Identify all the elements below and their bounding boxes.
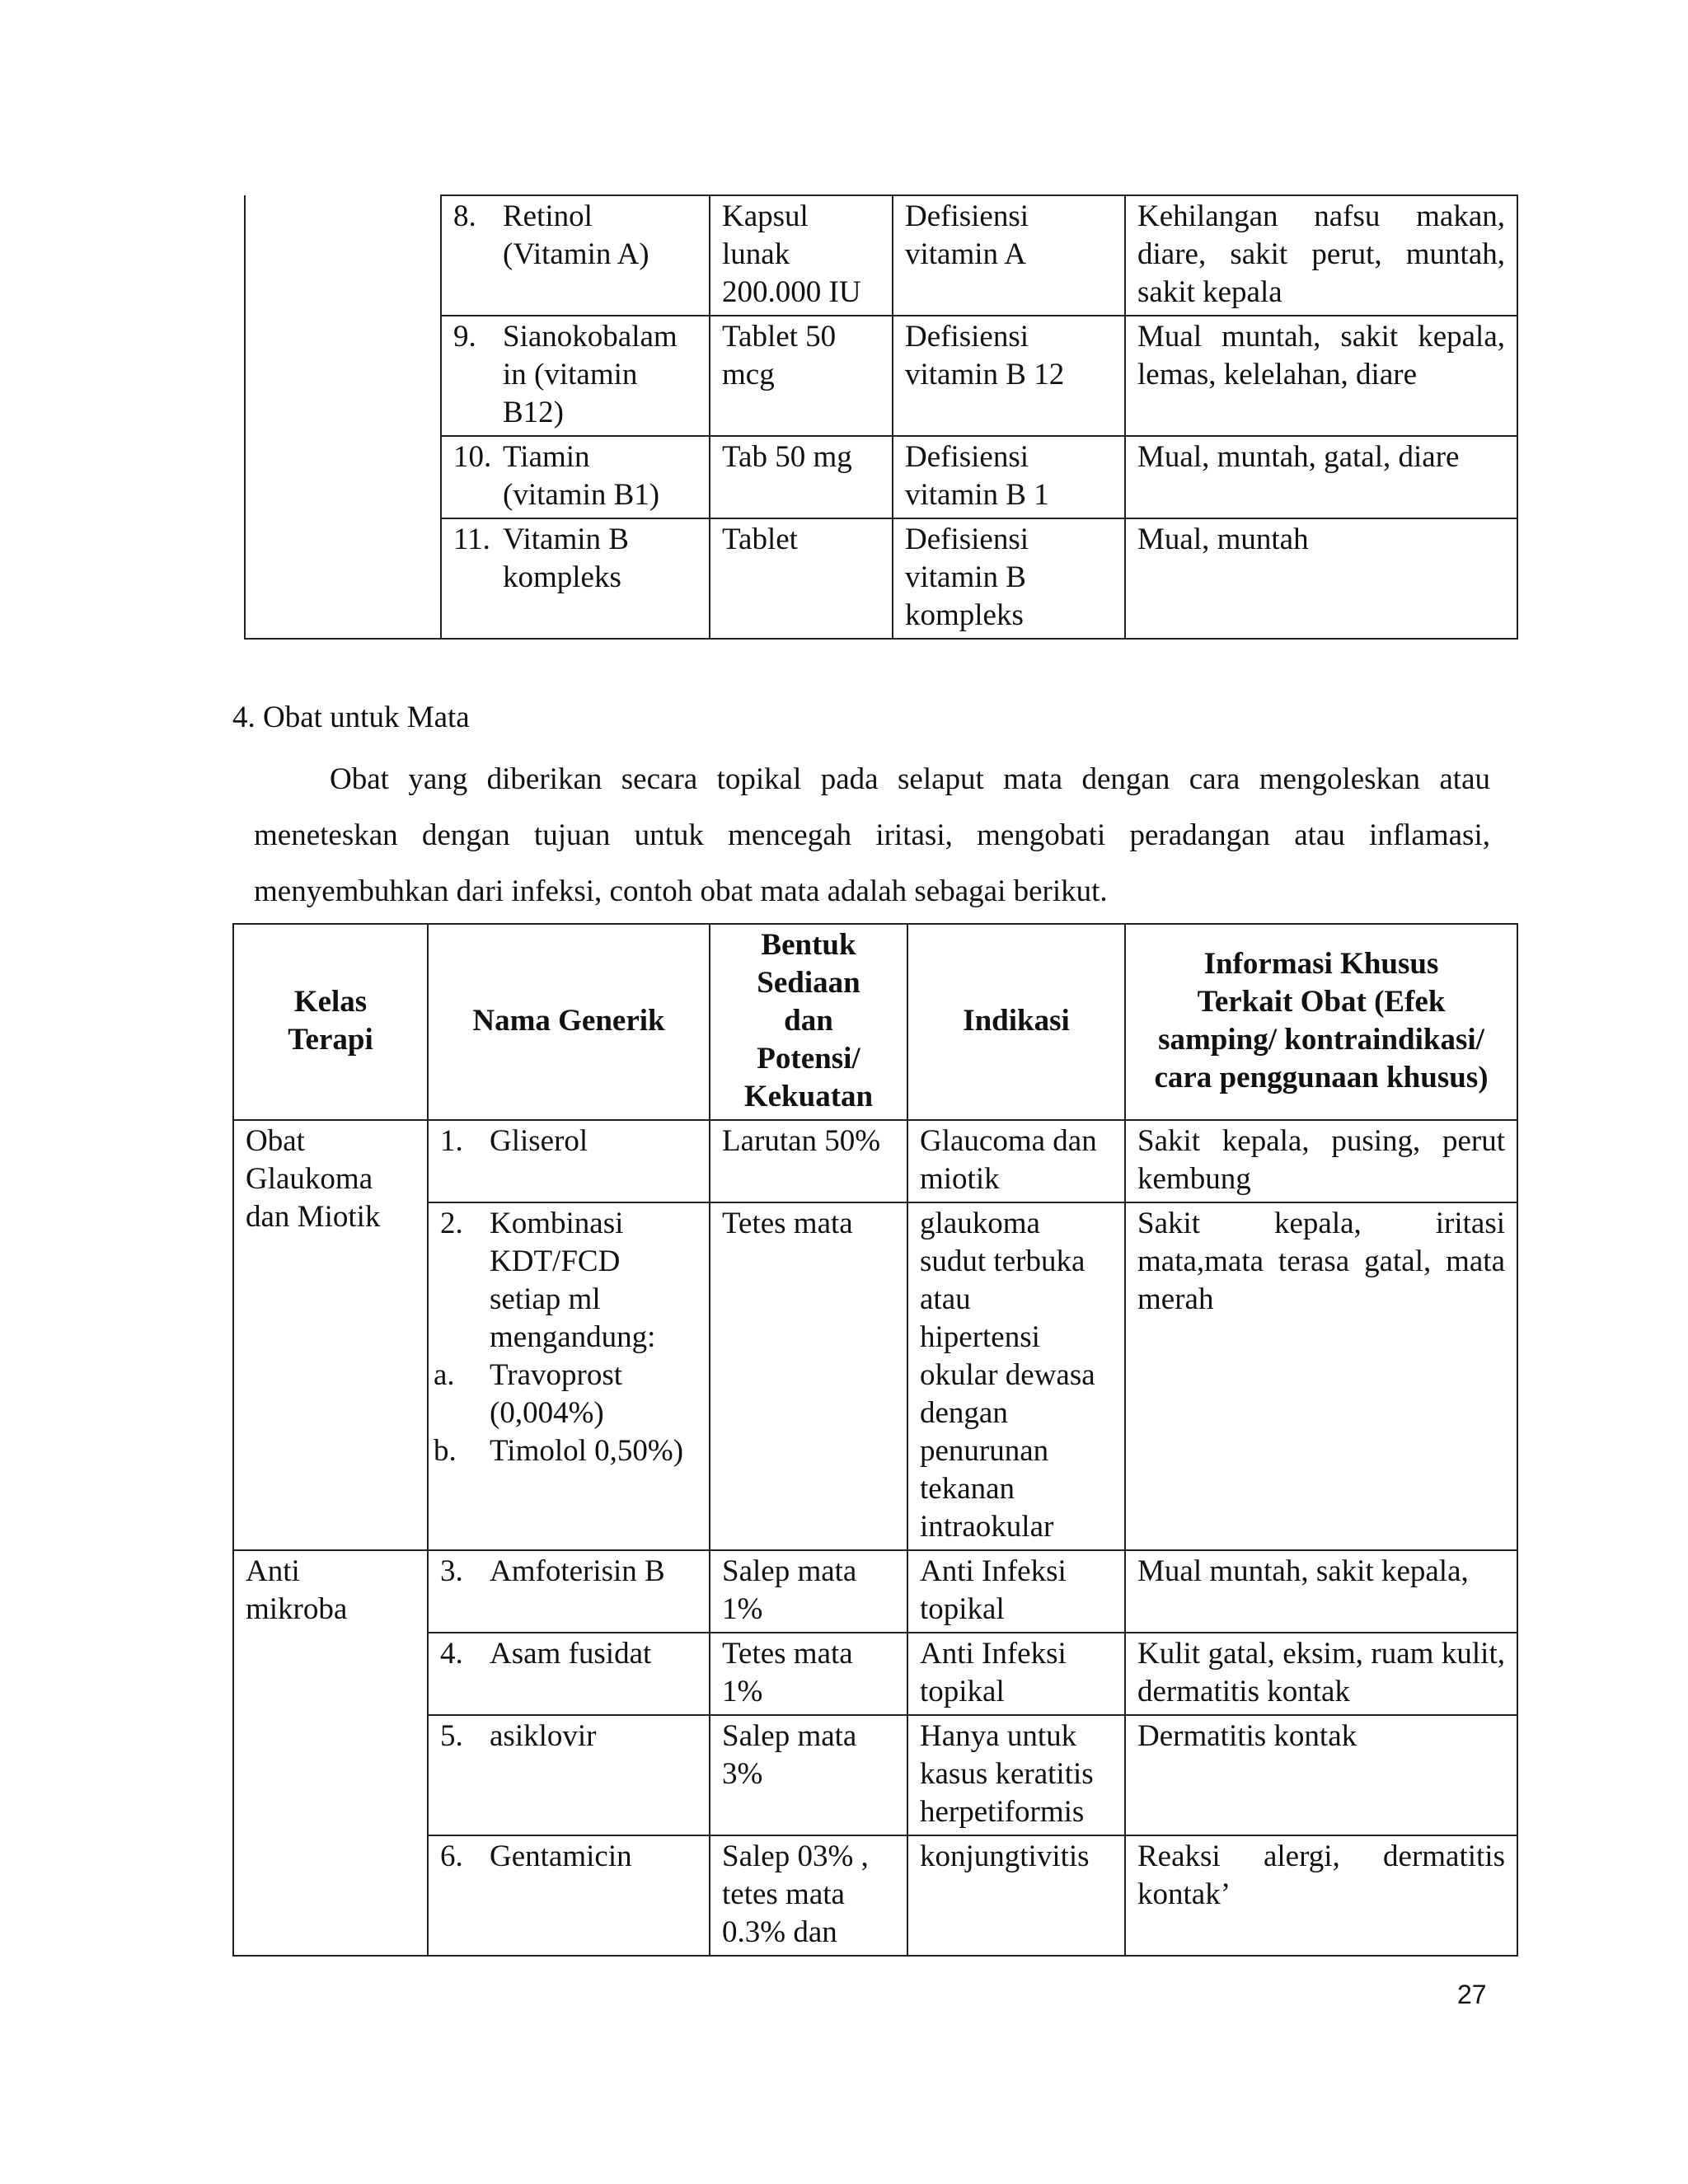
indication-cell — [907, 1120, 1125, 1202]
header-bentuk-sediaan — [710, 924, 907, 1120]
header-line: Informasi Khusus — [1203, 947, 1439, 981]
item-number: 10. — [453, 440, 492, 474]
generic-name-line: asiklovir — [490, 1719, 597, 1753]
numbered-item — [440, 1838, 697, 1876]
indication-cell — [907, 1633, 1125, 1715]
dosage-form-cell — [710, 1835, 907, 1956]
dosage-form-cell-line: lunak — [722, 237, 790, 271]
item-number: 11. — [453, 523, 490, 556]
info-cell: Sakit kepala, pusing, perut kembung — [1125, 1120, 1517, 1202]
indication-cell-line: Anti Infeksi — [920, 1637, 1067, 1671]
generic-name-cell — [428, 1550, 710, 1633]
dosage-form-cell — [710, 1633, 907, 1715]
item-text — [503, 438, 697, 514]
dosage-form-cell-line: 200.000 IU — [722, 275, 861, 309]
indication-cell-line: Defisiensi — [905, 440, 1029, 474]
dosage-form-cell — [710, 316, 893, 436]
indication-cell-line: Defisiensi — [905, 523, 1029, 556]
sub-item-line: (0,004%) — [490, 1396, 604, 1430]
generic-name-line: Vitamin B — [503, 523, 629, 556]
indication-cell-line: herpetiformis — [920, 1795, 1085, 1829]
section-heading: 4. Obat untuk Mata — [232, 701, 470, 734]
dosage-form-cell-line: 1% — [722, 1592, 763, 1626]
dosage-form-cell-line: mcg — [722, 358, 775, 391]
sub-item-line: Travoprost — [490, 1358, 623, 1392]
dosage-form-cell — [710, 1715, 907, 1835]
indication-cell-line: atau — [920, 1282, 971, 1316]
item-text — [490, 1122, 697, 1160]
page-number: 27 — [1457, 1980, 1487, 2009]
header-line: Kekuatan — [743, 1080, 874, 1113]
generic-name-line: Gentamicin — [490, 1840, 632, 1873]
indication-cell-line: miotik — [920, 1162, 1000, 1196]
indication-cell — [907, 1715, 1125, 1835]
indication-cell — [893, 518, 1125, 639]
therapy-class-cell — [233, 1550, 428, 1956]
header-informasi-khusus — [1125, 924, 1517, 1120]
dosage-form-cell-line: 1% — [722, 1675, 763, 1708]
info-cell: Mual, muntah, gatal, diare — [1125, 436, 1517, 518]
table-row — [245, 195, 1517, 316]
header-line: Indikasi — [963, 1004, 1070, 1038]
indication-cell — [893, 436, 1125, 518]
header-kelas-terapi — [233, 924, 428, 1120]
indication-cell — [893, 316, 1125, 436]
info-cell: Mual muntah, sakit kepala, lemas, kelelahan, diare — [1125, 316, 1517, 436]
item-text — [503, 198, 697, 274]
header-line: Terkait Obat (Efek — [1197, 985, 1446, 1019]
generic-name-cell — [428, 1120, 710, 1202]
eye-medicine-table — [232, 923, 1518, 1957]
dosage-form-cell — [710, 1120, 907, 1202]
indication-cell-line: Anti Infeksi — [920, 1554, 1067, 1588]
header-line: Potensi/ — [757, 1042, 860, 1076]
therapy-class-line: Glaukoma — [246, 1162, 373, 1196]
dosage-form-cell — [710, 1550, 907, 1633]
item-text — [490, 1838, 697, 1876]
generic-name-line: setiap ml — [490, 1282, 601, 1316]
sub-item — [434, 1432, 697, 1470]
indication-cell-line: konjungtivitis — [920, 1840, 1090, 1873]
generic-name-line: mengandung: — [490, 1320, 656, 1354]
header-line: Sediaan — [757, 966, 860, 1000]
empty-class-cell — [245, 195, 441, 316]
numbered-item — [453, 198, 697, 274]
generic-name-line: (vitamin B1) — [503, 478, 660, 512]
generic-name-cell — [428, 1633, 710, 1715]
item-text — [490, 1635, 697, 1673]
info-cell: Kulit gatal, eksim, ruam kulit, dermatitis kontak — [1125, 1633, 1517, 1715]
indication-cell-line: intraokular — [920, 1510, 1054, 1544]
indication-cell-line: penurunan — [920, 1434, 1049, 1468]
indication-cell — [907, 1835, 1125, 1956]
dosage-form-cell — [710, 195, 893, 316]
dosage-form-cell-line: Salep 03% , — [722, 1840, 869, 1873]
item-number: 5. — [440, 1719, 463, 1753]
table-row — [245, 518, 1517, 639]
numbered-item — [440, 1635, 697, 1673]
item-number: 9. — [453, 320, 476, 354]
dosage-form-cell-line: 0.3% dan — [722, 1915, 837, 1949]
numbered-item — [453, 521, 697, 597]
indication-cell — [907, 1550, 1125, 1633]
header-line: Terapi — [288, 1023, 373, 1057]
info-cell: Mual muntah, sakit kepala, — [1125, 1550, 1517, 1633]
dosage-form-cell — [710, 436, 893, 518]
indication-cell-line: vitamin B 12 — [905, 358, 1065, 391]
numbered-item — [440, 1718, 697, 1755]
generic-name-line: Retinol — [503, 199, 593, 233]
numbered-item — [453, 318, 697, 432]
numbered-item — [440, 1122, 697, 1160]
table-header-row — [233, 924, 1517, 1120]
header-line: Kelas — [293, 985, 368, 1019]
indication-cell-line: glaukoma — [920, 1207, 1040, 1240]
indication-cell-line: topikal — [920, 1675, 1005, 1708]
generic-name-line: B12) — [503, 396, 564, 429]
item-text — [490, 1718, 697, 1755]
info-cell: Mual, muntah — [1125, 518, 1517, 639]
sub-item-text — [490, 1432, 697, 1470]
header-nama-generik — [428, 924, 710, 1120]
indication-cell-line: Defisiensi — [905, 199, 1029, 233]
dosage-form-cell-line: Kapsul — [722, 199, 809, 233]
item-number: 2. — [440, 1207, 463, 1240]
therapy-class-line: dan Miotik — [246, 1200, 381, 1234]
numbered-item — [440, 1553, 697, 1591]
generic-name-line: Asam fusidat — [490, 1637, 652, 1671]
sub-item-marker: a. — [434, 1358, 455, 1392]
item-text — [503, 318, 697, 432]
sub-item-marker: b. — [434, 1434, 457, 1468]
dosage-form-cell-line: Salep mata — [722, 1719, 857, 1753]
generic-name-cell — [441, 518, 710, 639]
dosage-form-cell-line: tetes mata — [722, 1877, 845, 1911]
dosage-form-cell-line: Tablet — [722, 523, 798, 556]
generic-name-cell — [441, 195, 710, 316]
indication-cell-line: topikal — [920, 1592, 1005, 1626]
generic-name-line: Sianokobalam — [503, 320, 678, 354]
generic-name-line: in (vitamin — [503, 358, 638, 391]
item-text — [503, 521, 697, 597]
indication-cell-line: Defisiensi — [905, 320, 1029, 354]
sub-item-text — [490, 1357, 697, 1432]
info-cell: Reaksi alergi, dermatitis kontak’ — [1125, 1835, 1517, 1956]
empty-class-cell — [245, 316, 441, 436]
indication-cell-line: vitamin B 1 — [905, 478, 1049, 512]
dosage-form-cell-line: 3% — [722, 1757, 763, 1791]
indication-cell-line: tekanan — [920, 1472, 1015, 1506]
indication-cell-line: kasus keratitis — [920, 1757, 1094, 1791]
indication-cell — [907, 1202, 1125, 1550]
generic-name-line: Tiamin — [503, 440, 590, 474]
generic-name-cell — [428, 1835, 710, 1956]
generic-name-line: Amfoterisin B — [490, 1554, 665, 1588]
info-cell: Dermatitis kontak — [1125, 1715, 1517, 1835]
therapy-class-line: Obat — [246, 1124, 305, 1158]
item-number: 8. — [453, 199, 476, 233]
therapy-class-line: mikroba — [246, 1592, 348, 1626]
header-line: cara penggunaan khusus) — [1154, 1061, 1489, 1094]
indication-cell-line: sudut terbuka — [920, 1244, 1085, 1278]
indication-cell-line: Glaucoma dan — [920, 1124, 1097, 1158]
dosage-form-cell-line: Larutan 50% — [722, 1124, 881, 1158]
indication-cell-line: vitamin A — [905, 237, 1026, 271]
generic-name-cell — [441, 316, 710, 436]
section-paragraph-text: Obat yang diberikan secara topikal pada selaput mata dengan cara mengoleskan atau meneteskan dengan tujuan untuk mencegah iritasi, mengobati peradangan atau inflamasi, menyembuhkan dari infeksi, contoh obat mata adalah sebagai berikut. — [254, 762, 1490, 908]
generic-name-line: Gliserol — [490, 1124, 588, 1158]
dosage-form-cell — [710, 1202, 907, 1550]
indication-cell-line: dengan — [920, 1396, 1008, 1430]
dosage-form-cell-line: Tablet 50 — [722, 320, 837, 354]
generic-name-line: kompleks — [503, 560, 621, 594]
item-number: 6. — [440, 1840, 463, 1873]
numbered-item — [440, 1205, 697, 1357]
header-line: dan — [784, 1004, 833, 1038]
vitamin-table — [244, 194, 1518, 640]
table-row — [233, 1120, 1517, 1202]
therapy-class-line: Anti — [246, 1554, 300, 1588]
item-number: 3. — [440, 1554, 463, 1588]
generic-name-cell — [428, 1715, 710, 1835]
header-indikasi — [907, 924, 1125, 1120]
dosage-form-cell — [710, 518, 893, 639]
indication-cell-line: vitamin B — [905, 560, 1026, 594]
indication-cell-line: okular dewasa — [920, 1358, 1095, 1392]
generic-name-cell — [441, 436, 710, 518]
header-line: Nama Generik — [472, 1004, 665, 1038]
item-number: 1. — [440, 1124, 463, 1158]
info-cell: Sakit kepala, iritasi mata,mata terasa gatal, mata merah — [1125, 1202, 1517, 1550]
table-row — [233, 1550, 1517, 1633]
numbered-item — [453, 438, 697, 514]
item-text — [490, 1205, 697, 1357]
header-line: Bentuk — [761, 928, 856, 962]
info-cell: Kehilangan nafsu makan, diare, sakit perut, muntah, sakit kepala — [1125, 195, 1517, 316]
item-number: 4. — [440, 1637, 463, 1671]
indication-cell-line: hipertensi — [920, 1320, 1040, 1354]
sub-item-line: Timolol 0,50%) — [490, 1434, 684, 1468]
dosage-form-cell-line: Tetes mata — [722, 1637, 853, 1671]
empty-class-cell — [245, 518, 441, 639]
indication-cell-line: Hanya untuk — [920, 1719, 1077, 1753]
indication-cell — [893, 195, 1125, 316]
dosage-form-cell-line: Tetes mata — [722, 1207, 853, 1240]
section-paragraph — [254, 752, 1490, 920]
table-row — [245, 316, 1517, 436]
indication-cell-line: kompleks — [905, 598, 1024, 632]
table-row — [245, 436, 1517, 518]
generic-name-cell — [428, 1202, 710, 1550]
therapy-class-cell — [233, 1120, 428, 1550]
empty-class-cell — [245, 436, 441, 518]
header-line: samping/ kontraindikasi/ — [1158, 1023, 1484, 1057]
generic-name-line: Kombinasi — [490, 1207, 624, 1240]
generic-name-line: (Vitamin A) — [503, 237, 649, 271]
generic-name-line: KDT/FCD — [490, 1244, 621, 1278]
dosage-form-cell-line: Tab 50 mg — [722, 440, 852, 474]
dosage-form-cell-line: Salep mata — [722, 1554, 857, 1588]
sub-item — [434, 1357, 697, 1432]
item-text — [490, 1553, 697, 1591]
